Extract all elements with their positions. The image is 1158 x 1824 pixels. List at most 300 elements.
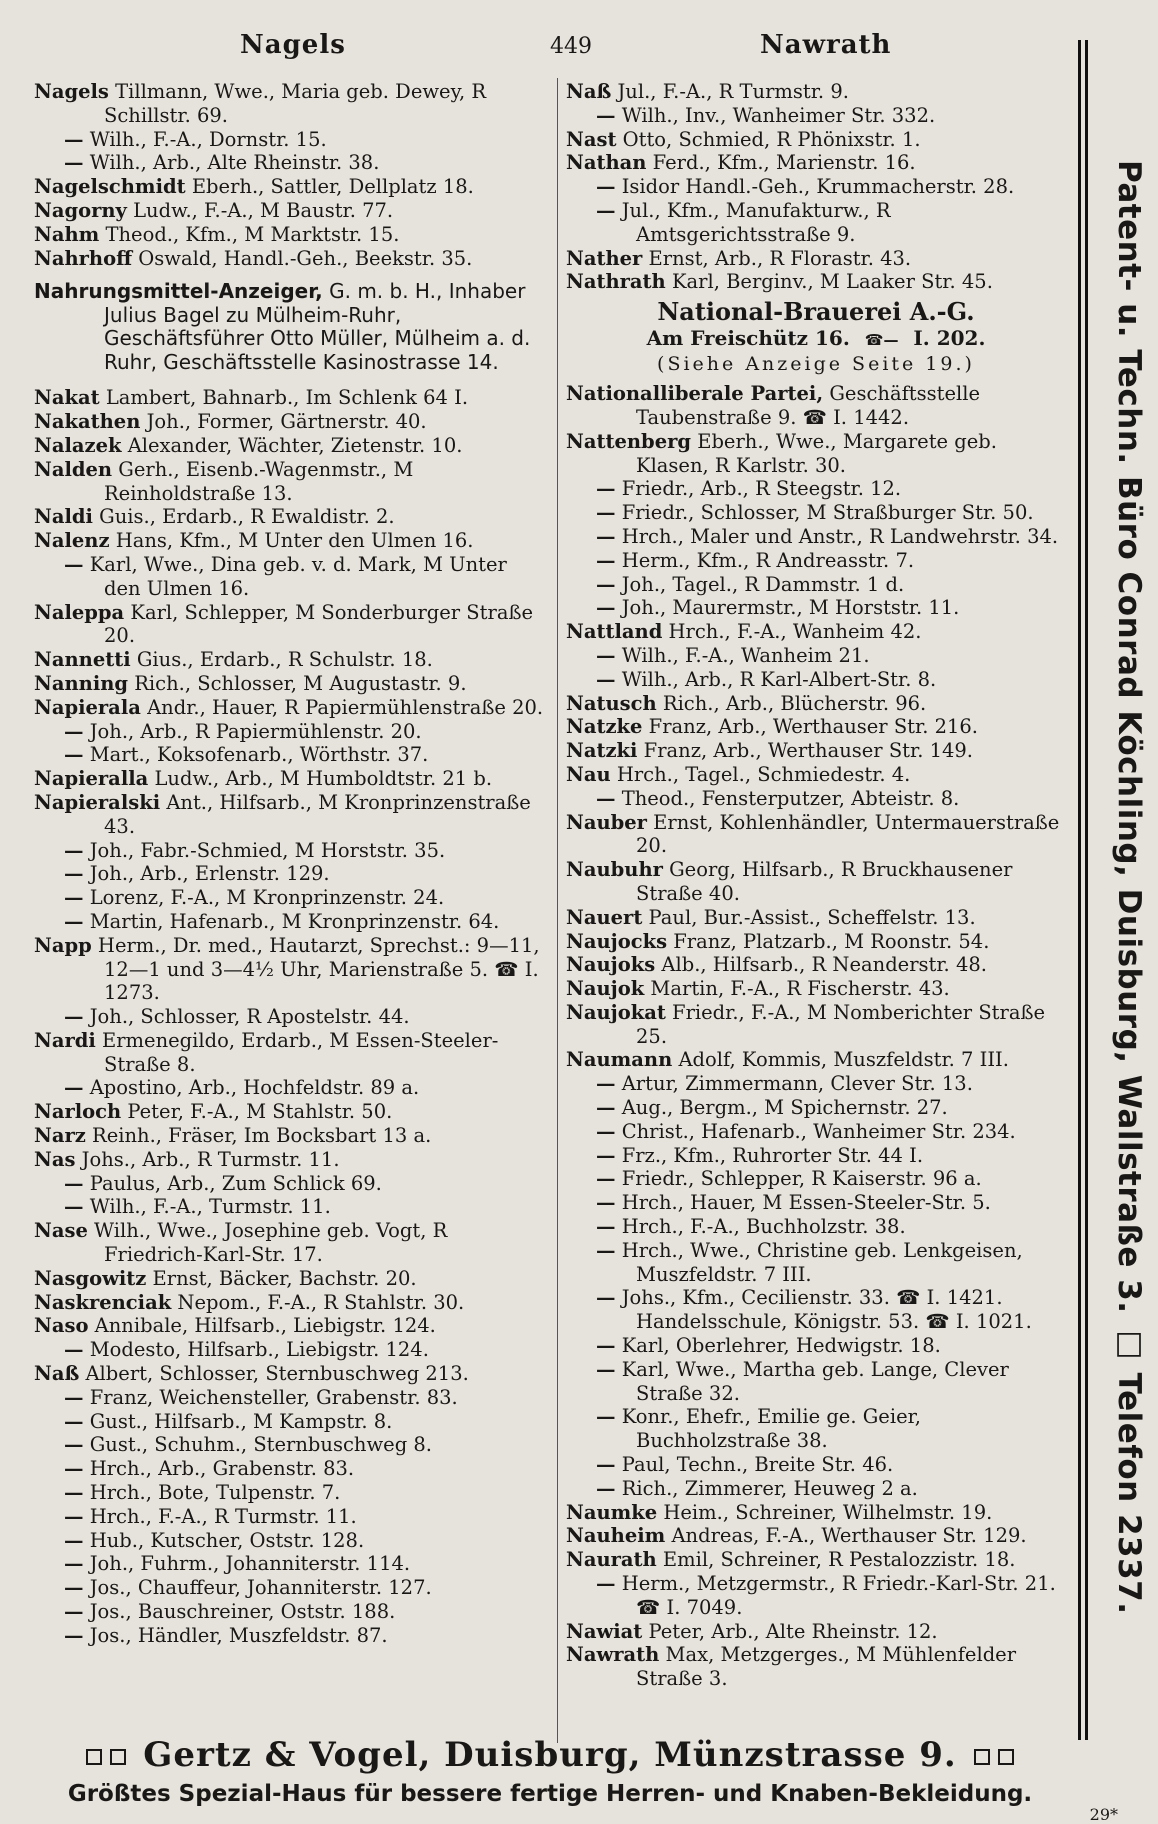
directory-entry xyxy=(34,1076,549,1100)
entry-details: Peter, F.-A., M Stahlstr. 50. xyxy=(121,1100,393,1124)
entry-details: Hrch., Arb., Grabenstr. 83. xyxy=(83,1457,355,1481)
entry-details: Joh., Tagel., R Dammstr. 1 d. xyxy=(615,572,905,596)
entry-surname: — xyxy=(64,151,84,175)
entry-details: G. m. b. H., Inhaber Julius Bagel zu Mülheim-Ruhr, Geschäftsführer Otto Müller, Mülheim a. d. Ruhr, Geschäftsstelle Kasinostrasse 14. xyxy=(104,279,531,374)
entry-details: Joh., Arb., Erlenstr. 129. xyxy=(83,862,330,886)
entry-surname: Nahm xyxy=(34,222,100,246)
entry-details: Franz, Weichensteller, Grabenstr. 83. xyxy=(83,1385,458,1409)
directory-entry xyxy=(566,1167,1066,1191)
entry-surname: Nagels xyxy=(34,80,109,103)
entry-details: Wilh., F.-A., Wanheim 21. xyxy=(615,643,870,667)
entry-details: Joh., Fuhrm., Johanniterstr. 114. xyxy=(83,1552,411,1576)
sidebar-ad xyxy=(1076,40,1146,1740)
entry-surname: Nawiat xyxy=(566,1619,643,1643)
entry-surname: — xyxy=(596,643,616,667)
entry-surname: — xyxy=(64,1576,84,1600)
entry-surname: — xyxy=(596,1096,616,1120)
directory-entry xyxy=(566,1001,1066,1049)
entry-surname: — xyxy=(64,743,84,767)
directory-entry xyxy=(566,175,1066,199)
entry-details: Theod., Fensterputzer, Abteistr. 8. xyxy=(615,786,960,810)
entry-details: Herm., Dr. med., Hautarzt, Sprechst.: 9—11, 12—1 und 3—4½ Uhr, Marienstraße 5. ☎ I. 1273. xyxy=(91,933,540,1005)
directory-entry xyxy=(34,1148,549,1172)
directory-entry xyxy=(34,386,549,410)
entry-surname: — xyxy=(596,477,616,501)
entry-surname: Nattenberg xyxy=(566,429,692,453)
entry-details: Ferd., Kfm., Marienstr. 16. xyxy=(646,151,916,175)
entry-surname: — xyxy=(596,1191,616,1215)
directory-entry xyxy=(34,1314,549,1338)
entry-details: Albert, Schlosser, Sternbuschweg 213. xyxy=(79,1362,469,1386)
entry-surname: — xyxy=(64,1195,84,1219)
entry-details: Gust., Schuhm., Sternbuschweg 8. xyxy=(83,1433,432,1457)
entry-surname: — xyxy=(596,1334,616,1358)
directory-entry xyxy=(566,525,1066,549)
directory-entry xyxy=(566,151,1066,175)
entry-details: Jul., F.-A., R Turmstr. 9. xyxy=(611,80,849,103)
entry-surname: — xyxy=(596,1167,616,1191)
footer-ad-title xyxy=(30,1735,1070,1775)
entry-surname: Nauber xyxy=(566,810,647,834)
sidebar-rule xyxy=(1085,40,1088,1740)
entry-details: Wilh., F.-A., Turmstr. 11. xyxy=(83,1195,331,1219)
entry-surname: — xyxy=(64,552,84,576)
entry-details: Johs., Kfm., Cecilienstr. 33. ☎ I. 1421. Handelsschule, Königstr. 53. ☎ I. 1021. xyxy=(615,1286,1032,1334)
entry-surname: — xyxy=(64,838,84,862)
directory-entry xyxy=(566,763,1066,787)
entry-details: Friedr., F.-A., M Nomberichter Straße 25. xyxy=(636,1000,1046,1048)
entry-surname: — xyxy=(64,1504,84,1528)
entry-details: Karl, Berginv., M Laaker Str. 45. xyxy=(665,270,993,294)
entry-surname: — xyxy=(596,548,616,572)
directory-entry xyxy=(34,672,549,696)
entry-surname: — xyxy=(64,1481,84,1505)
directory-entry xyxy=(34,1267,549,1291)
entry-details: Frz., Kfm., Ruhrorter Str. 44 I. xyxy=(615,1143,924,1167)
entry-details: Tillmann, Wwe., Maria geb. Dewey, R Schillstr. 69. xyxy=(104,80,487,127)
entry-details: Joh., Arb., R Papiermühlenstr. 20. xyxy=(83,719,422,743)
entry-details: Martin, Hafenarb., M Kronprinzenstr. 64. xyxy=(83,909,500,933)
entry-surname: — xyxy=(64,886,84,910)
entry-details: Hrch., Tagel., Schmiedestr. 4. xyxy=(610,762,911,786)
directory-entry xyxy=(566,1548,1066,1572)
directory-entry xyxy=(566,1286,1066,1334)
entry-surname: Napieralski xyxy=(34,790,161,814)
directory-entry xyxy=(566,549,1066,573)
sidebar-rule xyxy=(1078,40,1081,1740)
entry-details: Ernst, Kohlenhändler, Untermauerstraße 20. xyxy=(636,810,1060,858)
directory-entry xyxy=(34,410,549,434)
directory-entry xyxy=(34,1219,549,1267)
entry-details: Herm., Metzgermstr., R Friedr.-Karl-Str. 21. ☎ I. 7049. xyxy=(615,1572,1056,1619)
entry-surname: Nase xyxy=(34,1219,88,1243)
entry-surname: — xyxy=(64,1528,84,1552)
entry-details: Friedr., Schlosser, M Straßburger Str. 50. xyxy=(615,501,1034,525)
entry-surname: Nasgowitz xyxy=(34,1266,147,1290)
entry-surname: Nather xyxy=(566,246,643,270)
entry-details: Artur, Zimmermann, Clever Str. 13. xyxy=(615,1072,973,1096)
directory-entry xyxy=(566,620,1066,644)
entry-details: Modesto, Hilfsarb., Liebigstr. 124. xyxy=(83,1338,429,1362)
entry-surname: Nannetti xyxy=(34,648,131,672)
entry-details: Isidor Handl.-Geh., Krummacherstr. 28. xyxy=(615,175,1015,199)
entry-surname: Nawrath xyxy=(566,1643,660,1667)
entry-details: Joh., Fabr.-Schmied, M Horststr. 35. xyxy=(83,838,446,862)
entry-surname: — xyxy=(596,1143,616,1167)
entry-details: Geschäftsstelle Taubenstraße 9. ☎ I. 1442. xyxy=(636,382,981,429)
column-divider xyxy=(557,78,558,1743)
directory-entry xyxy=(34,767,549,791)
directory-entry xyxy=(34,1529,549,1553)
entry-surname: — xyxy=(596,1453,616,1477)
entry-surname: Natzki xyxy=(566,739,638,763)
entry-surname: — xyxy=(596,198,616,222)
entry-surname: Nagelschmidt xyxy=(34,175,186,199)
directory-entry xyxy=(34,1029,549,1077)
entry-surname: Narz xyxy=(34,1124,86,1148)
directory-entry xyxy=(566,692,1066,716)
brewery-ad xyxy=(566,298,1066,376)
entry-surname: Nationalliberale Partei, xyxy=(566,382,824,406)
directory-entry xyxy=(34,1624,549,1648)
directory-entry xyxy=(566,1620,1066,1644)
entry-details: Jos., Bauschreiner, Oststr. 188. xyxy=(83,1600,396,1624)
directory-entry xyxy=(34,720,549,744)
entry-details: Max, Metzgerges., M Mühlenfelder Straße 3. xyxy=(636,1643,1017,1691)
entry-surname: Narloch xyxy=(34,1100,122,1124)
entry-surname: Natzke xyxy=(566,715,643,739)
entry-details: Joh., Schlosser, R Apostelstr. 44. xyxy=(83,1005,410,1029)
directory-entry xyxy=(34,1600,549,1624)
entry-details: Ant., Hilfsarb., M Kronprinzenstraße 43. xyxy=(104,790,531,838)
directory-entry xyxy=(566,644,1066,668)
entry-surname: Nas xyxy=(34,1147,76,1171)
directory-entry xyxy=(566,430,1066,478)
entry-details: Lorenz, F.-A., M Kronprinzenstr. 24. xyxy=(83,886,445,910)
entry-surname: — xyxy=(596,572,616,596)
directory-entry xyxy=(566,1215,1066,1239)
entry-details: Hans, Kfm., M Unter den Ulmen 16. xyxy=(109,529,474,553)
entry-surname: Naleppa xyxy=(34,600,125,624)
entry-details: Wilh., Arb., R Karl-Albert-Str. 8. xyxy=(615,667,937,691)
entry-details: Apostino, Arb., Hochfeldstr. 89 a. xyxy=(83,1076,420,1100)
directory-entry xyxy=(566,573,1066,597)
directory-entry xyxy=(566,1405,1066,1453)
directory-entry xyxy=(566,953,1066,977)
directory-entry xyxy=(566,977,1066,1001)
entry-details: Hrch., F.-A., R Turmstr. 11. xyxy=(83,1504,357,1528)
entry-surname: — xyxy=(64,1433,84,1457)
directory-entry xyxy=(566,80,1066,104)
entry-surname: — xyxy=(64,1385,84,1409)
entry-details: Jos., Chauffeur, Johanniterstr. 127. xyxy=(83,1576,432,1600)
directory-entry xyxy=(34,862,549,886)
entry-surname: Naskrenciak xyxy=(34,1290,172,1314)
header-right-keyword: Nawrath xyxy=(760,30,892,60)
entry-details: Ernst, Arb., R Florastr. 43. xyxy=(642,246,912,270)
entry-surname: Naujok xyxy=(566,977,645,1001)
entry-surname: Naubuhr xyxy=(566,858,663,882)
entry-details: Alexander, Wächter, Zietenstr. 10. xyxy=(121,433,463,457)
directory-entry xyxy=(34,434,549,458)
square-ornament-icon xyxy=(110,1749,126,1765)
directory-entry xyxy=(566,1643,1066,1691)
entry-surname: Nalazek xyxy=(34,433,122,457)
directory-entry xyxy=(34,791,549,839)
directory-entry xyxy=(566,858,1066,906)
directory-entry xyxy=(566,668,1066,692)
entry-surname: — xyxy=(596,596,616,620)
directory-entry xyxy=(566,1072,1066,1096)
entry-details: Andr., Hauer, R Papiermühlenstraße 20. xyxy=(140,695,544,719)
directory-entry xyxy=(566,930,1066,954)
directory-entry xyxy=(34,1410,549,1434)
entry-surname: Nathan xyxy=(566,151,647,175)
directory-entry xyxy=(34,553,549,601)
directory-entry xyxy=(566,1239,1066,1287)
directory-entry xyxy=(34,1552,549,1576)
entry-details: Gerh., Eisenb.-Wagenmstr., M Reinholdstraße 13. xyxy=(104,457,414,505)
telephone-icon: ☎— xyxy=(864,331,899,350)
entry-surname: — xyxy=(64,719,84,743)
square-ornament-icon xyxy=(86,1749,102,1765)
entry-details: Hrch., Bote, Tulpenstr. 7. xyxy=(83,1481,341,1505)
entry-details: Georg, Hilfsarb., R Bruckhausener Straße 40. xyxy=(636,858,1013,905)
directory-entry xyxy=(34,648,549,672)
directory-entry xyxy=(34,1100,549,1124)
entry-surname: — xyxy=(64,1171,84,1195)
directory-entry xyxy=(34,199,549,223)
entry-surname: — xyxy=(64,1457,84,1481)
directory-entry xyxy=(34,1481,549,1505)
entry-details: Hrch., F.-A., Buchholzstr. 38. xyxy=(615,1215,906,1239)
entry-details: Friedr., Schlepper, R Kaiserstr. 96 a. xyxy=(615,1167,982,1191)
directory-entry xyxy=(566,811,1066,859)
directory-entry xyxy=(34,1505,549,1529)
brewery-name: National-Brauerei A.-G. xyxy=(657,297,975,327)
directory-entry xyxy=(34,223,549,247)
directory-entry xyxy=(34,1338,549,1362)
entry-details: Karl, Oberlehrer, Hedwigstr. 18. xyxy=(615,1334,941,1358)
entry-details: Hrch., F.-A., Wanheim 42. xyxy=(662,620,922,644)
directory-entry xyxy=(34,128,549,152)
entry-details: Wilh., Arb., Alte Rheinstr. 38. xyxy=(83,151,380,175)
entry-details: Oswald, Handl.-Geh., Beekstr. 35. xyxy=(132,246,473,270)
directory-entry xyxy=(34,1291,549,1315)
directory-entry xyxy=(566,1120,1066,1144)
entry-details: Aug., Bergm., M Spichernstr. 27. xyxy=(615,1096,948,1120)
entry-details: Otto, Schmied, R Phönixstr. 1. xyxy=(616,127,921,151)
entry-surname: Naß xyxy=(34,1362,80,1386)
directory-entry xyxy=(34,151,549,175)
entry-surname: — xyxy=(596,1286,616,1310)
entry-surname: Napieralla xyxy=(34,767,149,791)
entry-details: Konr., Ehefr., Emilie ge. Geier, Buchholzstraße 38. xyxy=(615,1405,922,1453)
entry-details: Annibale, Hilfsarb., Liebigstr. 124. xyxy=(88,1314,436,1338)
entry-surname: Nalden xyxy=(34,457,113,481)
entry-details: Hrch., Hauer, M Essen-Steeler-Str. 5. xyxy=(615,1191,991,1215)
directory-entry xyxy=(566,1572,1066,1620)
entry-surname: Napp xyxy=(34,933,92,957)
entry-details: Karl, Wwe., Martha geb. Lange, Clever Straße 32. xyxy=(615,1357,1009,1405)
directory-entry xyxy=(34,458,549,506)
brewery-note: (Siehe Anzeige Seite 19.) xyxy=(657,353,975,376)
entry-surname: — xyxy=(596,501,616,525)
directory-entry xyxy=(566,1358,1066,1406)
entry-surname: — xyxy=(64,1076,84,1100)
entry-details: Hub., Kutscher, Oststr. 128. xyxy=(83,1528,365,1552)
entry-details: Herm., Kfm., R Andreasstr. 7. xyxy=(615,548,915,572)
directory-entry xyxy=(566,1334,1066,1358)
entry-surname: — xyxy=(596,1238,616,1262)
entry-details: Mart., Koksofenarb., Wörthstr. 37. xyxy=(83,743,429,767)
entry-surname: Naumann xyxy=(566,1048,673,1072)
entry-surname: Naß xyxy=(566,80,612,103)
directory-entry xyxy=(566,739,1066,763)
entry-details: Emil, Schreiner, R Pestalozzistr. 18. xyxy=(656,1548,1016,1572)
entry-details: Peter, Arb., Alte Rheinstr. 12. xyxy=(642,1619,938,1643)
entry-details: Ermenegildo, Erdarb., M Essen-Steeler-Straße 8. xyxy=(95,1028,499,1076)
entry-details: Rich., Schlosser, M Augustastr. 9. xyxy=(128,671,467,695)
entry-surname: — xyxy=(64,1338,84,1362)
directory-entry xyxy=(566,906,1066,930)
directory-entry xyxy=(566,270,1066,294)
directory-entry xyxy=(566,787,1066,811)
entry-surname: — xyxy=(64,862,84,886)
directory-entry xyxy=(566,1144,1066,1168)
entry-surname: Nakathen xyxy=(34,410,141,434)
entry-surname: — xyxy=(596,786,616,810)
entry-details: Franz, Platzarb., M Roonstr. 54. xyxy=(667,929,990,953)
entry-details: Joh., Maurermstr., M Horststr. 11. xyxy=(615,596,960,620)
entry-surname: Nagorny xyxy=(34,198,127,222)
directory-entry xyxy=(34,1576,549,1600)
entry-details: Adolf, Kommis, Muszfeldstr. 7 III. xyxy=(672,1048,1009,1072)
directory-entry xyxy=(34,80,549,128)
entry-details: Nepom., F.-A., R Stahlstr. 30. xyxy=(171,1290,465,1314)
entry-details: Jos., Händler, Muszfeldstr. 87. xyxy=(83,1623,388,1647)
directory-entry xyxy=(34,247,549,271)
entry-details: Guis., Erdarb., R Ewaldistr. 2. xyxy=(92,505,395,529)
directory-entry xyxy=(566,1096,1066,1120)
directory-entry xyxy=(34,1172,549,1196)
entry-surname: — xyxy=(64,909,84,933)
entry-details: Ernst, Bäcker, Bachstr. 20. xyxy=(146,1266,417,1290)
entry-details: Paulus, Arb., Zum Schlick 69. xyxy=(83,1171,382,1195)
directory-entry xyxy=(34,1386,549,1410)
entry-surname: Naso xyxy=(34,1314,89,1338)
entry-details: Eberh., Wwe., Margarete geb. Klasen, R Karlstr. 30. xyxy=(636,429,997,477)
entry-surname: Nathrath xyxy=(566,270,666,294)
entry-details: Karl, Wwe., Dina geb. v. d. Mark, M Unter den Ulmen 16. xyxy=(83,552,507,600)
directory-entry xyxy=(566,1524,1066,1548)
entry-surname: Naujocks xyxy=(566,929,668,953)
header-left-keyword: Nagels xyxy=(240,30,346,60)
directory-entry xyxy=(566,128,1066,152)
directory-entry xyxy=(34,886,549,910)
entry-details: Theod., Kfm., M Marktstr. 15. xyxy=(99,222,400,246)
square-ornament-icon xyxy=(974,1749,990,1765)
entry-details: Hrch., Wwe., Christine geb. Lenkgeisen, Muszfeldstr. 7 III. xyxy=(615,1238,1023,1286)
entry-details: Ludw., Arb., M Humboldtstr. 21 b. xyxy=(148,767,493,791)
directory-entry xyxy=(566,596,1066,620)
page-number: 449 xyxy=(550,34,592,59)
entry-surname: Naldi xyxy=(34,505,93,529)
footer-line1: Gertz & Vogel, Duisburg, Münzstrasse 9. xyxy=(143,1735,957,1775)
entry-surname: — xyxy=(596,1357,616,1381)
sidebar-ad-text: Patent- u. Techn. Büro Conrad Köchling, Duisburg, Wallstraße 3. □ Telefon 2337. xyxy=(1111,160,1147,1615)
entry-details: Jul., Kfm., Manufakturw., R Amtsgerichtsstraße 9. xyxy=(615,198,891,246)
directory-entry xyxy=(566,1453,1066,1477)
entry-surname: Nauheim xyxy=(566,1524,666,1548)
directory-entry xyxy=(34,1195,549,1219)
entry-surname: Naujokat xyxy=(566,1000,666,1024)
entry-surname: — xyxy=(596,1215,616,1239)
directory-entry xyxy=(34,1124,549,1148)
directory-entry xyxy=(566,104,1066,128)
directory-entry xyxy=(566,1477,1066,1501)
entry-surname: — xyxy=(64,1552,84,1576)
entry-details: Wilh., Inv., Wanheimer Str. 332. xyxy=(615,103,936,127)
entry-details: Reinh., Fräser, Im Bocksbart 13 a. xyxy=(85,1124,432,1148)
entry-surname: — xyxy=(64,1623,84,1647)
entry-surname: — xyxy=(596,1072,616,1096)
entry-details: Friedr., Arb., R Steegstr. 12. xyxy=(615,477,902,501)
entry-details: Karl, Schlepper, M Sonderburger Straße 20. xyxy=(104,600,534,648)
directory-entry xyxy=(566,477,1066,501)
entry-surname: — xyxy=(596,1405,616,1429)
entry-surname: Naumke xyxy=(566,1500,658,1524)
directory-entry xyxy=(34,696,549,720)
directory-entry xyxy=(34,505,549,529)
brewery-address-line xyxy=(566,326,1066,352)
entry-surname: Nahrhoff xyxy=(34,246,133,270)
directory-entry xyxy=(566,1191,1066,1215)
entry-details: Alb., Hilfsarb., R Neanderstr. 48. xyxy=(655,953,987,977)
brewery-phone: I. 202. xyxy=(913,326,986,351)
directory-entry xyxy=(34,601,549,649)
directory-entry xyxy=(566,247,1066,271)
entry-details: Paul, Bur.-Assist., Scheffelstr. 13. xyxy=(642,905,976,929)
entry-details: Christ., Hafenarb., Wanheimer Str. 234. xyxy=(615,1119,1016,1143)
entry-surname: — xyxy=(596,667,616,691)
entry-details: Joh., Former, Gärtnerstr. 40. xyxy=(140,410,427,434)
entry-surname: — xyxy=(596,103,616,127)
directory-entry xyxy=(34,175,549,199)
square-ornament-icon xyxy=(998,1749,1014,1765)
entry-details: Hrch., Maler und Anstr., R Landwehrstr. 34. xyxy=(615,524,1059,548)
entry-surname: Nau xyxy=(566,762,611,786)
entry-surname: Napierala xyxy=(34,695,141,719)
entry-details: Lambert, Bahnarb., Im Schlenk 64 I. xyxy=(99,386,469,410)
entry-details: Wilh., F.-A., Dornstr. 15. xyxy=(83,127,327,151)
directory-entry xyxy=(566,1501,1066,1525)
directory-entry xyxy=(34,934,549,1005)
directory-entry xyxy=(34,529,549,553)
directory-entry xyxy=(566,715,1066,739)
directory-entry xyxy=(566,501,1066,525)
directory-entry xyxy=(566,382,1066,430)
directory-entry xyxy=(34,743,549,767)
left-column xyxy=(34,80,549,1648)
entry-surname: — xyxy=(64,1600,84,1624)
entry-details: Franz, Arb., Werthauser Str. 216. xyxy=(642,715,979,739)
entry-surname: — xyxy=(64,1005,84,1029)
entry-details: Martin, F.-A., R Fischerstr. 43. xyxy=(644,977,950,1001)
entry-details: Eberh., Sattler, Dellplatz 18. xyxy=(185,175,474,199)
entry-surname: Naurath xyxy=(566,1548,657,1572)
entry-surname: Nakat xyxy=(34,386,100,410)
